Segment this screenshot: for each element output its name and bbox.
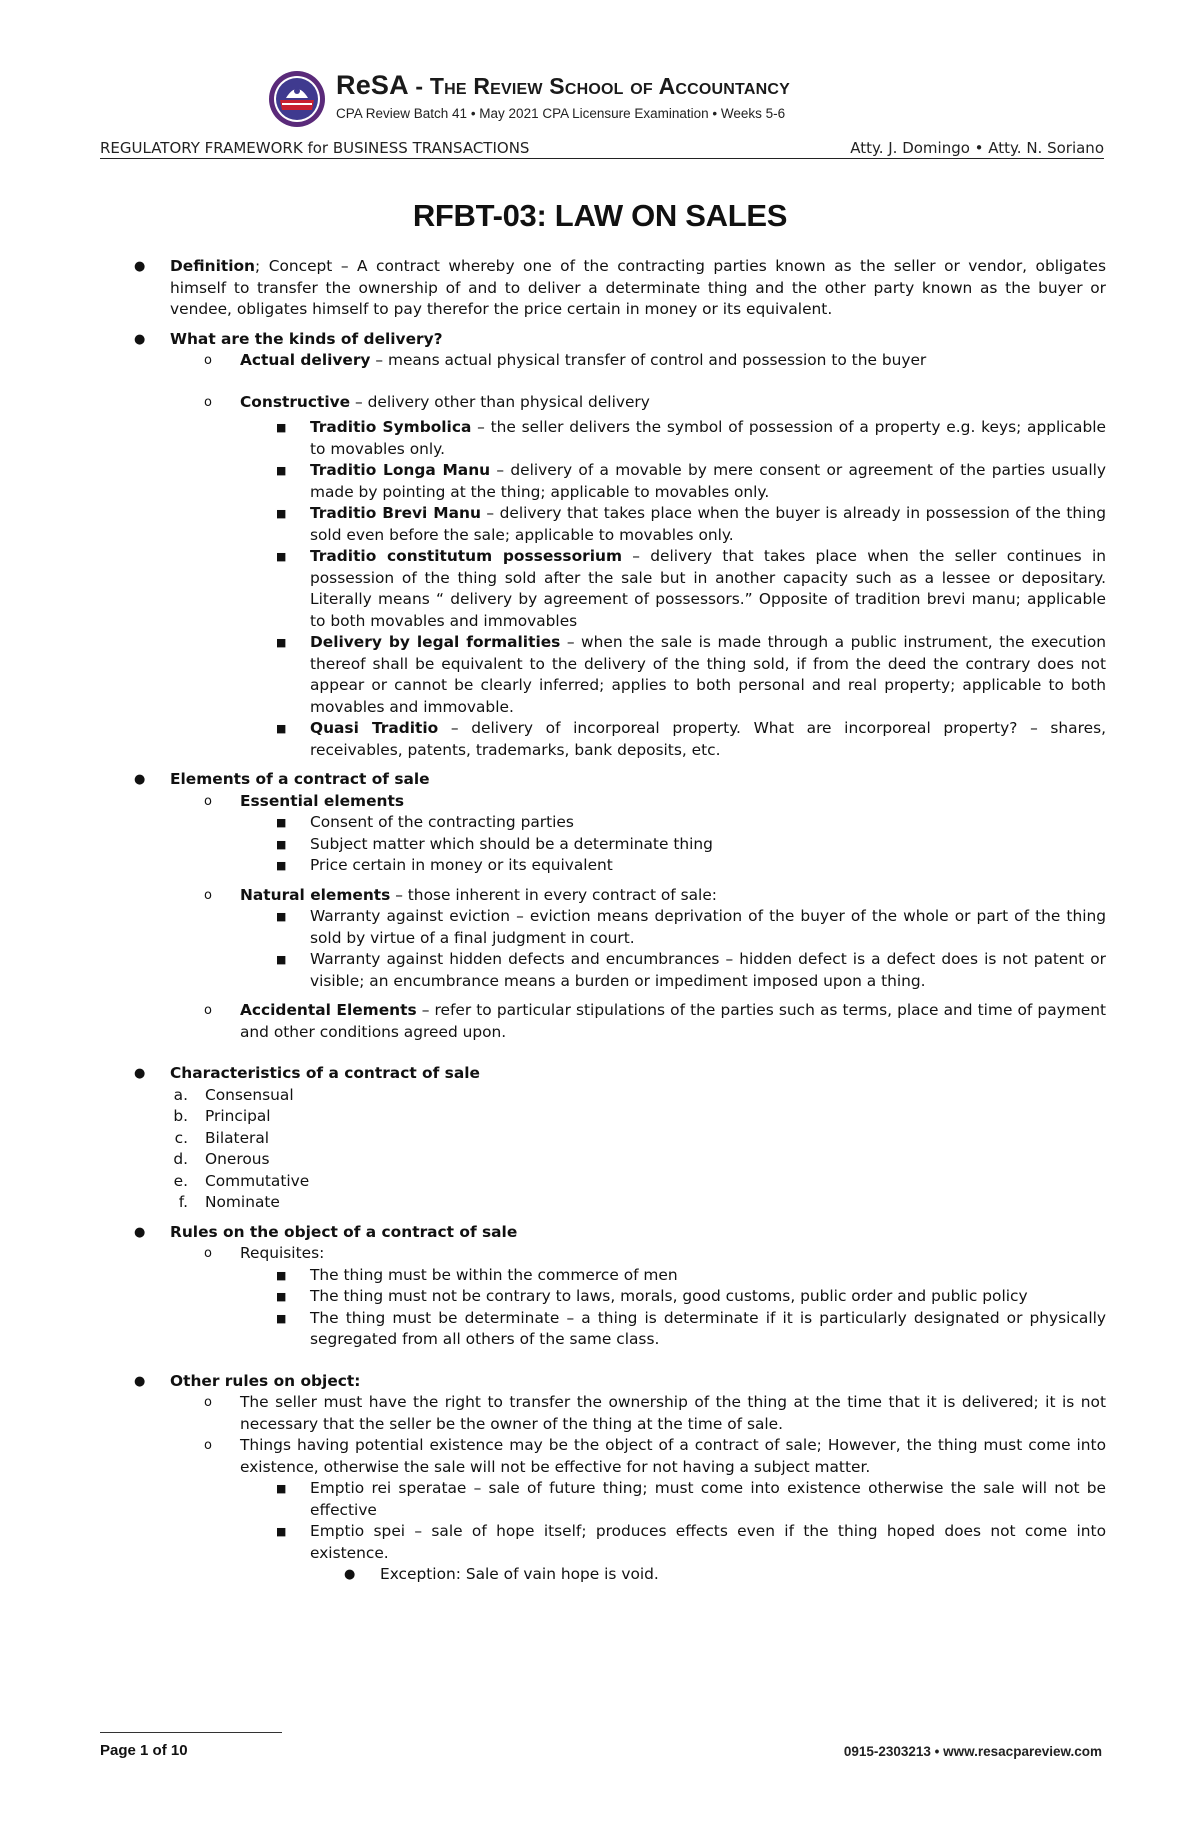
- square-bullet-icon: ■: [276, 859, 287, 872]
- circle-bullet-icon: o: [204, 887, 212, 903]
- definition-label: Definition: [170, 257, 256, 275]
- list-item-text: Emptio rei speratae – sale of future thing; must come into existence otherwise the sale will not be effective: [310, 1479, 1106, 1519]
- delivery-type-label: Traditio Brevi Manu: [310, 504, 481, 522]
- document-header: [268, 68, 948, 126]
- square-bullet-icon: ■: [276, 910, 287, 923]
- lettered-item: [100, 1085, 1106, 1107]
- delivery-type-label: Quasi Traditio: [310, 719, 439, 737]
- lettered-item-text: Bilateral: [205, 1128, 270, 1147]
- subject-name: REGULATORY FRAMEWORK for BUSINESS TRANSACTIONS: [100, 139, 530, 157]
- circle-bullet-icon: o: [204, 353, 212, 368]
- list-item-text: Warranty against eviction – eviction means deprivation of the buyer of the whole or part of the thing sold by virtue of a final judgment in court.: [310, 907, 1106, 947]
- rule-item: [100, 1435, 1106, 1478]
- accidental-elements-item: [100, 1000, 1106, 1043]
- actual-delivery-item: [100, 350, 1106, 372]
- delivery-type-item: [100, 460, 1106, 503]
- delivery-type-text: – delivery that takes place when the seller continues in possession of the thing sold after the sale but in another capacity such as a lessee or depositary. Literally means “ delivery by agreement of possessors.” Opposite of tradition brevi manu; applicable to both movables and immovables: [310, 547, 1107, 630]
- elements-heading: [100, 769, 1106, 791]
- subject-row: [100, 138, 1104, 159]
- definition-text: ; Concept – A contract whereby one of the contracting parties known as the seller or vendor, obligates himself to transfer the ownership of and to deliver a determinate thing and the other party known as the buyer or vendee, obligates himself to pay therefor the price certain in money or its equivalent.: [170, 257, 1106, 318]
- document-body: [100, 256, 1106, 1586]
- delivery-type-item: [100, 632, 1106, 718]
- object-rules-heading: [100, 1222, 1106, 1244]
- lettered-item: [100, 1149, 1106, 1171]
- delivery-type-label: Delivery by legal formalities: [310, 633, 561, 651]
- essential-elements-item: [100, 791, 1106, 813]
- delivery-type-text: – delivery that takes place when the buyer is already in possession of the thing sold even before the sale; applicable to movables only.: [310, 504, 1106, 544]
- bullet-icon: ●: [344, 1567, 356, 1582]
- list-item-text: The thing must be within the commerce of men: [310, 1265, 678, 1284]
- list-item: [100, 1521, 1106, 1564]
- list-item: [100, 1478, 1106, 1521]
- square-bullet-icon: ■: [276, 722, 287, 735]
- actual-delivery-text: – means actual physical transfer of control and possession to the buyer: [370, 351, 927, 369]
- title-separator: -: [408, 73, 430, 99]
- item-letter: b.: [173, 1107, 188, 1125]
- square-bullet-icon: ■: [276, 507, 287, 520]
- rule-text: The seller must have the right to transfer the ownership of the thing at the time that it is delivered; it is not necessary that the seller be the owner of the thing at the time of sale.: [240, 1393, 1106, 1433]
- lettered-item-text: Commutative: [205, 1171, 310, 1190]
- bullet-icon: ●: [134, 1066, 146, 1081]
- other-rules-heading-text: Other rules on object:: [170, 1371, 361, 1390]
- circle-bullet-icon: o: [204, 793, 212, 809]
- list-item-text: The thing must be determinate – a thing is determinate if it is particularly designated or physically segregated from all others of the same class.: [310, 1308, 1106, 1348]
- lettered-item: [100, 1171, 1106, 1193]
- square-bullet-icon: ■: [276, 816, 287, 829]
- constructive-delivery-label: Constructive: [240, 392, 351, 411]
- requisites-item: [100, 1243, 1106, 1265]
- square-bullet-icon: ■: [276, 1290, 287, 1303]
- exception-item: [100, 1564, 1106, 1586]
- lettered-item-text: Principal: [205, 1107, 271, 1125]
- item-letter: f.: [178, 1193, 188, 1211]
- bullet-icon: ●: [134, 259, 146, 274]
- lettered-item-text: Consensual: [205, 1085, 294, 1104]
- square-bullet-icon: ■: [276, 837, 287, 851]
- delivery-type-label: Traditio constitutum possessorium: [310, 547, 623, 565]
- lettered-item-text: Onerous: [205, 1150, 270, 1168]
- list-item-text: Consent of the contracting parties: [310, 813, 574, 831]
- lettered-item: [100, 1106, 1106, 1128]
- circle-bullet-icon: o: [204, 1003, 212, 1018]
- list-item: [100, 1308, 1106, 1351]
- circle-bullet-icon: o: [204, 394, 212, 410]
- resa-acronym: ReSA: [336, 70, 409, 100]
- square-bullet-icon: ■: [276, 1525, 287, 1538]
- list-item: [100, 1265, 1106, 1287]
- bullet-icon: ●: [134, 1373, 146, 1389]
- list-item: [100, 949, 1106, 992]
- other-rules-heading: [100, 1371, 1106, 1393]
- delivery-type-item: [100, 503, 1106, 546]
- constructive-delivery-item: [100, 392, 1106, 414]
- delivery-type-item: [100, 546, 1106, 632]
- delivery-heading-text: What are the kinds of delivery?: [170, 329, 443, 348]
- list-item-text: Price certain in money or its equivalent: [310, 856, 613, 874]
- square-bullet-icon: ■: [276, 464, 287, 477]
- circle-bullet-icon: o: [204, 1438, 212, 1453]
- characteristics-heading: [100, 1063, 1106, 1085]
- natural-elements-item: [100, 885, 1106, 907]
- lettered-item: [100, 1128, 1106, 1150]
- square-bullet-icon: ■: [276, 636, 287, 649]
- circle-bullet-icon: o: [204, 1246, 212, 1261]
- item-letter: d.: [173, 1150, 188, 1168]
- item-letter: e.: [173, 1171, 188, 1190]
- object-rules-heading-text: Rules on the object of a contract of sale: [170, 1222, 518, 1241]
- square-bullet-icon: ■: [276, 1482, 287, 1495]
- definition-item: [100, 256, 1106, 321]
- delivery-heading: [100, 329, 1106, 351]
- square-bullet-icon: ■: [276, 421, 287, 434]
- lettered-item: [100, 1192, 1106, 1214]
- list-item: [100, 855, 1106, 877]
- actual-delivery-label: Actual delivery: [240, 351, 371, 369]
- footer-contact: 0915-2303213 • www.resacpareview.com: [843, 1744, 1102, 1759]
- essential-elements-label: Essential elements: [240, 791, 404, 810]
- lecturer-names: Atty. J. Domingo • Atty. N. Soriano: [850, 139, 1104, 157]
- characteristics-heading-text: Characteristics of a contract of sale: [170, 1064, 480, 1082]
- delivery-type-text: – when the sale is made through a public instrument, the execution thereof shall be equivalent to the delivery of the thing sold, if from the deed the contrary does not appear or cannot be clearly inferred; applies to both personal and real property; applicable to both movables and immovable.: [310, 633, 1106, 716]
- accidental-elements-text: – refer to particular stipulations of the parties such as terms, place and time of payment and other conditions agreed upon.: [240, 1001, 1106, 1041]
- accidental-elements-label: Accidental Elements: [240, 1001, 417, 1019]
- natural-elements-text: – those inherent in every contract of sale:: [390, 885, 717, 904]
- square-bullet-icon: ■: [276, 550, 287, 563]
- natural-elements-label: Natural elements: [240, 885, 391, 904]
- list-item: [100, 1286, 1106, 1308]
- list-item: [100, 906, 1106, 949]
- footer-divider: [100, 1732, 282, 1733]
- list-item-text: The thing must not be contrary to laws, morals, good customs, public order and public policy: [310, 1287, 1028, 1305]
- delivery-type-label: Traditio Symbolica: [310, 418, 472, 436]
- square-bullet-icon: ■: [276, 1311, 287, 1325]
- delivery-type-text: – delivery of a movable by mere consent or agreement of the parties usually made by pointing at the thing; applicable to movables only.: [310, 461, 1106, 501]
- list-item: [100, 812, 1106, 834]
- list-item-text: Emptio spei – sale of hope itself; produces effects even if the thing hoped does not come into existence.: [310, 1522, 1106, 1562]
- page-number: Page 1 of 10: [100, 1742, 188, 1759]
- square-bullet-icon: ■: [276, 1268, 287, 1282]
- list-item: [100, 834, 1106, 856]
- rule-text: Things having potential existence may be the object of a contract of sale; However, the thing must come into existence, otherwise the sale will not be effective for not having a subject matter.: [240, 1436, 1106, 1476]
- item-letter: c.: [174, 1128, 188, 1147]
- delivery-type-item: [100, 718, 1106, 761]
- exception-text: Exception: Sale of vain hope is void.: [380, 1565, 659, 1583]
- school-name: [336, 70, 790, 101]
- delivery-type-label: Traditio Longa Manu: [310, 461, 491, 479]
- list-item-text: Warranty against hidden defects and encumbrances – hidden defect is a defect does is not patent or visible; an encumbrance means a burden or impediment imposed upon a thing.: [310, 950, 1106, 990]
- elements-heading-text: Elements of a contract of sale: [170, 770, 430, 788]
- circle-bullet-icon: o: [204, 1395, 212, 1410]
- list-item-text: Subject matter which should be a determinate thing: [310, 834, 713, 853]
- batch-subtitle: CPA Review Batch 41 • May 2021 CPA Licensure Examination • Weeks 5-6: [336, 106, 786, 121]
- bullet-icon: ●: [134, 331, 146, 347]
- bullet-icon: ●: [134, 772, 146, 787]
- resa-seal-logo: [268, 70, 326, 128]
- delivery-type-text: – the seller delivers the symbol of possession of a property e.g. keys; applicable to movables only.: [310, 418, 1106, 458]
- square-bullet-icon: ■: [276, 953, 287, 966]
- school-full-name: The Review School of Accountancy: [429, 73, 790, 99]
- lettered-item-text: Nominate: [205, 1193, 280, 1211]
- rule-item: [100, 1392, 1106, 1435]
- item-letter: a.: [173, 1085, 188, 1104]
- bullet-icon: ●: [134, 1224, 146, 1240]
- requisites-label: Requisites:: [240, 1244, 325, 1262]
- delivery-type-text: – delivery of incorporeal property. What are incorporeal property? – shares, receivables, patents, trademarks, bank deposits, etc.: [310, 719, 1106, 759]
- delivery-type-item: [100, 417, 1106, 460]
- constructive-delivery-text: – delivery other than physical delivery: [350, 392, 650, 411]
- page-title: RFBT-03: LAW ON SALES: [412, 198, 788, 233]
